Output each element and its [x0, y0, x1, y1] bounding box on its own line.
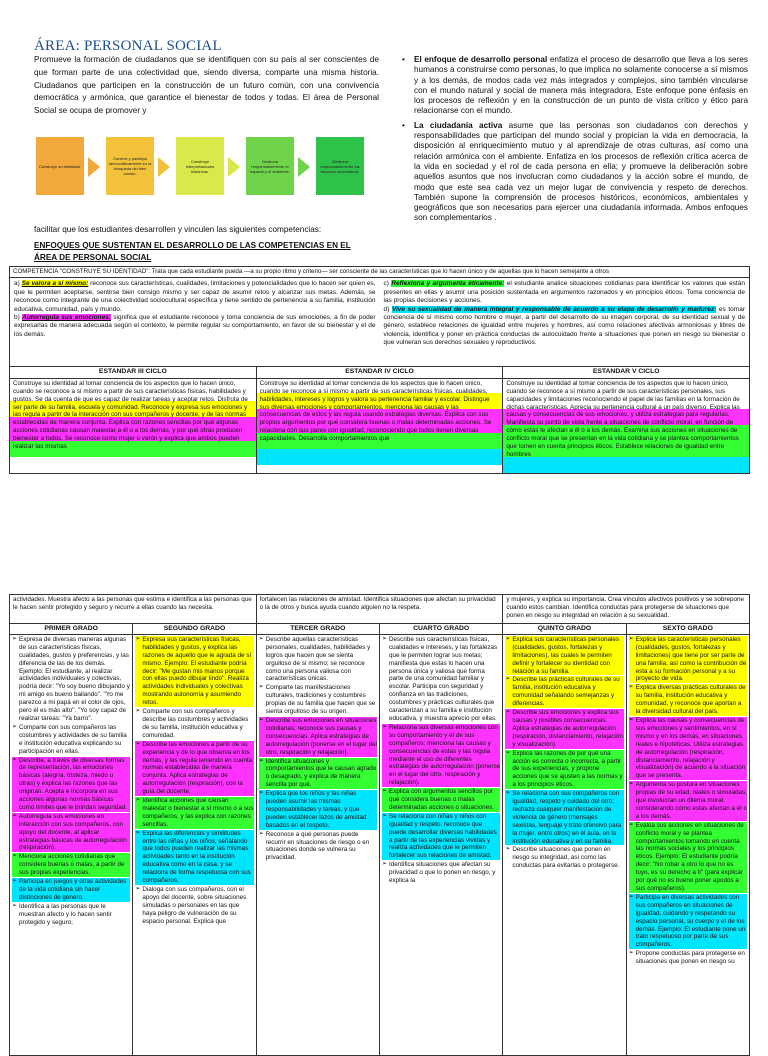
grade-item: ➢ Se relaciona con niñas y niños con igualdad y respeto, reconoce que puede desarrollar diversas habilidades a partir de las experiencias vividas y realiza actividades que le permiten fortalecer sus relaciones de amistad.: [382, 813, 500, 860]
capacities-row: [10, 278, 749, 367]
grade-header: QUINTO GRADO: [503, 624, 626, 634]
bullet-lead: La ciudadanía activa: [414, 120, 503, 130]
grade-column: [257, 635, 380, 1055]
capacity-d-label: Vive su sexualidad de manera integral y responsable de acuerdo a su etapa de desarrollo y madurez:: [391, 305, 717, 313]
capacity-b-label: Autorregula sus emociones:: [22, 314, 111, 322]
standard-v-continued: y mujeres, y explica su importancia. Crea vínculos afectivos positivos y se sobrepone cuando estos cambian. Identifica conductas para protegerse de situaciones que ponen en riesgo su integridad en relación a su sexualidad.: [506, 596, 744, 619]
grade-item: ➢ Identifica a las personas que le muestran afecto y lo hacen sentir protegido y seguro;: [12, 903, 130, 927]
grade-item: ➢ Autorregula sus emociones en interacción con sus compañeros, con apoyo del docente, al aplicar estrategias básicas de autorregulación (respiración).: [12, 813, 130, 853]
grade-item: ➢ Describe, a través de diversas formas de representación, las emociones básicas (alegría, tristeza, miedo u otras) y explica las razones que las originan. Acepta e incorpora en sus acciones algunas normas básicas como límites que le brindan seguridad.: [12, 757, 130, 812]
grade-item: ➢ Explica sus características personales (cualidades, gustos, fortalezas y limitaciones), las cuales le permiten definir y fortalecer su identidad con relación a su familia.: [505, 636, 623, 676]
flow-arrow-icon: [298, 157, 310, 177]
standards-row: [10, 379, 749, 473]
capacity-a-label: Se valora a sí mismo:: [21, 280, 89, 288]
grade-item: ➢ Describe aquellas características personales, cualidades, habilidades y logros que hacen que se sienta orgulloso de sí mismo; se reconoce como una persona valiosa con características únicas.: [259, 636, 377, 683]
grade-column: [627, 635, 749, 1055]
competency-table: [9, 266, 750, 474]
standard-header-iv: ESTANDAR IV CICLO: [257, 367, 504, 377]
grade-item: ➢ Describe sus características físicas, cualidades e intereses, y las fortalezas que le permiten lograr sus metas; manifiesta que estas lo hacen una persona única y valiosa que forma parte de una comunidad familiar y escolar. Participa con seguridad y confianza en las tradiciones, costumbres y prácticas culturales que caracterizan a su familia e institución educativa, y muestra aprecio por ellas.: [382, 636, 500, 723]
grade-item: ➢ Participa en diversas actividades con sus compañeros en situaciones de igualdad, cuidando y respetando su espacio personal, su cuerpo y el de los demás. Ejemplo: El estudiante pone un trato respetuoso por parte de sus compañeros.: [629, 894, 747, 949]
grade-item: ➢ Menciona acciones cotidianas que considera buenas o malas, a partir de sus propias experiencias.: [12, 853, 130, 877]
grade-header: CUARTO GRADO: [380, 624, 503, 634]
standards-header: [10, 367, 749, 378]
grade-header: SEGUNDO GRADO: [133, 624, 256, 634]
grade-column: [133, 635, 256, 1055]
grades-table: [9, 594, 750, 1056]
grade-item: ➢ Describe las emociones a partir de su experiencia y de lo que observa en los demás, y las regula teniendo en cuenta normas establecidas de manera conjunta. Aplica estrategias de autorregulación (respiración), con la guía del docente.: [135, 741, 253, 796]
grade-item: ➢ Dialoga con sus compañeros, con el apoyo del docente, sobre situaciones simuladas o personales en las que haya peligro de vulneración de su espacio personal. Explica que: [135, 886, 253, 926]
intro-paragraph: Promueve la formación de ciudadanos que se identifiquen con su país al ser conscientes de que forman parte de una colectividad que, siendo diversa, comparte una misma historia. Ciudadanos que participen en la construcción de un futuro común, con una convivencia democrática y armónica, que garantice el bienestar de todos y todas. El área de Personal Social se ocupa de promover y: [34, 55, 379, 116]
grade-item: ➢ Explica las características personales (cualidades, gustos, fortalezas y limitaciones) que tiene por ser parte de una familia, así como la contribución de esta a su formación personal y a su proyecto de vida.: [629, 636, 747, 683]
grade-column: [10, 635, 133, 1055]
competency-header: COMPETENCIA "CONSTRUYE SU IDENTIDAD": Trata que cada estudiante pueda —a su propio ritmo y criterio— ser consciente de las características que lo hacen único y de aquellas que lo hacen semejante a otros: [10, 267, 749, 278]
grade-item: ➢ Describe sus emociones y explica sus causas y posibles consecuencias. Aplica estrategias de autorregulación (respiración, distanciamiento, relajación y visualización).: [505, 709, 623, 749]
standard-header-iii: ESTANDAR III CICLO: [10, 367, 257, 377]
grade-item: ➢ Comparte con sus compañeros las costumbres y actividades de su familia e institución educativa explicando su participación en ellas.: [12, 724, 130, 756]
capacity-c-label: Reflexiona y argumenta éticamente:: [391, 280, 505, 288]
capacities-left: [10, 278, 380, 366]
standard-iv-continued: fortalecen las relaciones de amistad. Identifica situaciones que afectan su privacidad o la de otros y busca ayuda cuando alguien no la respeta.: [257, 595, 504, 623]
standard-iv-text: Construye su identidad al tomar conciencia de los aspectos que lo hacen único, cuando se reconoce a sí mismo a partir de sus características físicas, cualidades, habilidades, intereses y logros y valora su pertenencia familiar y escolar. Distingue sus diversas emociones y comportamientos, menciona las causas y las consecuencias de estos y las regula usando estrategias diversas. Explica con sus propios argumentos por qué considera buenas o malas determinadas acciones. Se relaciona con sus pares con igualdad, reconociendo que todos tienen diversas capacidades. Desarrolla comportamientos que: [257, 379, 504, 473]
grade-item: ➢ Identifica acciones que causan malestar o bienestar a sí mismo o a sus compañeros, y las explica con razones sencillas.: [135, 797, 253, 829]
grade-item: ➢ Evalúa sus acciones en situaciones de conflicto moral y se plantea comportamientos tomando en cuenta las normas sociales y los principios éticos. Ejemplo: El estudiante podría decir: "No robar a otro lo que no es tuyo, es su derecho a ti" (para explicar por qué no es bueno poner apodos a sus compañeros).: [629, 822, 747, 893]
grade-item: ➢ Comparte con sus compañeros y describe las costumbres y actividades de su familia, institución educativa y comunidad.: [135, 708, 253, 740]
bullet-text: asume que las personas son ciudadanos con derechos y responsabilidades que participan del mundo social y propician la vida en democracia, la disposición al enriquecimiento mutuo y al aprendizaje de otras culturas, así como una relación armónica con el ambiente. Enfatiza en los procesos de reflexión crítica acerca de la vida en sociedad y el rol de cada persona en ella; y promueve la deliberación sobre aquellos asuntos que nos involucran como ciudadanos y la acción sobre el mundo, de modo que este sea cada vez un mejor lugar de convivencia y respeto de derechos. También supone la comprensión de procesos históricos, económicos, ambientales y geográficos que son necesarios para ejercer una ciudadanía informada. Ambos enfoques son complementarios .: [414, 120, 748, 223]
grade-item: ➢ Describe las prácticas culturales de su familia, institución educativa y comunidad señalando semejanzas y diferencias.: [505, 676, 623, 708]
grade-item: ➢ Explica que los niños y las niñas pueden asumir las mismas responsabilidades y tareas, y que pueden establecer lazos de amistad basados en el respeto.: [259, 790, 377, 830]
capacities-right: [380, 278, 750, 366]
grade-item: ➢ Expresa de diversas maneras algunas de sus características físicas, cualidades, gustos y preferencias, y las diferencia de las de los demás. Ejemplo: El estudiante, al realizar actividades individuales y colectivas, podría decir: "Yo soy bueno dibujando y mi amigo es bueno bailando". "Yo me parezco a mi papá en el color de ojos, pero él es más alto". "Yo soy capaz de realizar tareas: "Ya barro".: [12, 636, 130, 723]
grades-row: [10, 635, 749, 1055]
grade-item: ➢ Propone conductas para protegerse en situaciones que ponen en riesgo su: [629, 950, 747, 966]
bullet-lead: El enfoque de desarrollo personal: [414, 55, 548, 64]
capacity-a: a) Se valora a sí mismo: reconoce sus características, cualidades, limitaciones y potencialidades que lo hacen ser quien es, que le permiten aceptarse, sentirse bien consigo mismo y ser capaz de asumir retos y alcanzar sus metas. Además, se reconoce como integrante de una colectividad sociocultural específica y tiene sentido de pertenencia a su familia, institución educativa, comunidad, país y mundo.: [14, 280, 376, 313]
grade-header: PRIMER GRADO: [10, 624, 133, 634]
flow-box: Construye su identidad.: [36, 137, 84, 195]
bullet-ciudadania-activa: [400, 121, 748, 224]
standard-iii-continued: actividades. Muestra afecto a las personas que estima e identifica a las personas que le hacen sentir protegido y seguro y recurre a ellas cuando las necesita.: [10, 595, 257, 623]
capacity-b-text: significa que el estudiante reconoce y toma conciencia de sus emociones, a fin de poder expresarlas de manera adecuada según el contexto, le permite regular su comportamiento, en favor de su bienestar y el de los demás.: [14, 314, 376, 338]
capacity-c: c) Reflexiona y argumenta éticamente: el estudiante analice situaciones cotidianas para identificar los valores que están presentes en ellas y asumir una posición sustentada en argumentos razonados y en principios éticos. Toma conciencia de las propias decisiones y acciones.: [383, 280, 745, 305]
grade-column: [503, 635, 626, 1055]
grade-item: ➢ Participa en juegos y otras actividades de la vida cotidiana sin hacer distinciones de género.: [12, 878, 130, 902]
grade-item: ➢ Reconoce a qué personas puede recurrir en situaciones de riesgo o en situaciones donde se vulnera su privacidad.: [259, 831, 377, 863]
flow-box: Gestiona responsablemente los recursos económicos.: [316, 137, 364, 195]
grade-item: ➢ Comparte las manifestaciones culturales, tradiciones y costumbres propias de su familia que hacen que se sienta orgulloso de su origen.: [259, 684, 377, 716]
grade-header: TERCER GRADO: [257, 624, 380, 634]
flow-box: Convive y participa democráticamente en la búsqueda del bien común.: [106, 137, 154, 195]
capacity-b: b) Autorregula sus emociones: significa que el estudiante reconoce y toma conciencia de sus emociones, a fin de poder expresarlas de manera adecuada según el contexto, le permite regular su comportamiento, en favor de su bienestar y el de los demás.: [14, 314, 376, 338]
flow-box: Construye interpretaciones históricas.: [176, 137, 224, 195]
grades-header: [10, 624, 749, 635]
enfoques-list: [400, 55, 748, 228]
grade-item: ➢ Se relaciona con sus compañeros con igualdad, respeto y cuidado del otro; rechaza cualquier manifestación de violencia de género (mensajes sexistas, lenguaje y trato ofensivo para la mujer, entre otros) en el aula, en la institución educativa y en su familia.: [505, 790, 623, 845]
page-title: ÁREA: PERSONAL SOCIAL: [34, 38, 222, 54]
grade-item: ➢ Expresa sus características físicas, habilidades y gustos, y explica las razones de aquello que le agrada de sí mismo. Ejemplo: El estudiante podría decir: "Me gustan mis manos porque con ellas puedo dibujar lindo". Realiza actividades individuales y colectivas mostrando autonomía y asumiendo retos.: [135, 636, 253, 707]
competency-flow-diagram: [36, 135, 378, 197]
grade-header: SEXTO GRADO: [662, 625, 713, 632]
grade-column: [380, 635, 503, 1055]
grade-item: ➢ Explica las razones de por qué una acción es correcta o incorrecta, a partir de sus experiencias, y propone acciones que se ajusten a las normas y a los principios éticos.: [505, 750, 623, 790]
grade-item: ➢ Explica las causas y consecuencias de sus emociones y sentimientos, en sí mismo y en los demás, en situaciones reales e hipotéticas. Utiliza estrategias de autorregulación (respiración, distanciamiento, relajación y visualización) de acuerdo a la situación que se presenta.: [629, 717, 747, 780]
bullet-desarrollo-personal: [400, 55, 748, 117]
standard-header-v: ESTANDAR V CICLO: [592, 368, 660, 376]
page-gap: [0, 565, 768, 595]
capacity-d: d) Vive su sexualidad de manera integral y responsable de acuerdo a su etapa de desarrollo y madurez: es tomar conciencia de sí mismo como hombre o mujer, a partir del desarrollo de su imagen corporal, de su identidad sexual y de género, establece relaciones de igualdad entre mujeres y hombres, así como relaciones afectivas armoniosas y libres de violencia, identifica y poner en práctica conductas de autocuidado frente a situaciones que ponen en riesgo su bienestar o que vulneran sus derechos sexuales y reproductivos.: [383, 305, 745, 347]
grade-item: ➢ Argumenta su postura en situaciones propias de su edad, reales o simuladas, que involucran un dilema moral, considerando cómo estas afectan a él o a los demás.: [629, 781, 747, 821]
grade-item: ➢ Explica con argumentos sencillos por qué considera buenas o malas determinadas acciones o situaciones.: [382, 788, 500, 812]
flow-arrow-icon: [88, 157, 100, 177]
grade-item: ➢ Describe situaciones que ponen en riesgo su integridad, así como las conductas para evitarlas o protegerse.: [505, 846, 623, 870]
capacity-a-text: reconoce sus características, cualidades, limitaciones y potencialidades que lo hacen ser quien es, que le permiten aceptarse, sentirse bien consigo mismo y ser capaz de asumir retos y alcanzar sus metas. Además, se reconoce como integrante de una colectividad sociocultural específica y tiene sentido de pertenencia a su familia, institución educativa, comunidad, país y mundo.: [14, 280, 376, 313]
grade-item: ➢ Identifica situaciones y comportamientos que le causan agrado o desagrado, y explica de manera sencilla por qué.: [259, 758, 377, 790]
grade-item: ➢ Identifica situaciones que afectan su privacidad o que lo ponen en riesgo, y explica la: [382, 861, 500, 885]
enfoques-heading: ENFOQUES QUE SUSTENTAN EL DESARROLLO DE LAS COMPETENCIAS EN EL ÁREA DE PERSONAL SOCIAL: [34, 241, 351, 262]
capacity-d-text: es tomar conciencia de sí mismo como hombre o mujer, a partir del desarrollo de su imagen corporal, de su identidad sexual y de género, establece relaciones de igualdad entre mujeres y hombres, así como relaciones afectivas armoniosas y libres de violencia, identifica y poner en práctica conductas de autocuidado frente a situaciones que ponen en riesgo su bienestar o que vulneran sus derechos sexuales y reproductivos.: [383, 305, 745, 347]
grade-item: ➢ Relaciona sus diversas emociones con su comportamiento y el de sus compañeros; menciona las causas y consecuencias de estas y las regula mediante el uso de diferentes estrategias de autorregulación (ponerse en el lugar del otro, respiración y relajación).: [382, 724, 500, 787]
standard-iii-text: Construye su identidad al tomar conciencia de los aspectos que lo hacen único, cuando se reconoce a sí mismo a partir de sus características físicas, habilidades y gustos. Se da cuenta de que es capaz de realizar tareas y aceptar retos. Disfruta de ser parte de su familia, escuela y comunidad. Reconoce y expresa sus emociones y las regula a partir de la interacción con sus compañeros y docente, y de las normas establecidas de manera conjunta. Explica con razones sencillas por qué algunas acciones cotidianas causan malestar a él o a los demás, y por qué otras producen bienestar a todos. Se reconoce como mujer o varón y explica que ambos pueden realizar las mismas: [10, 379, 257, 473]
facilitate-paragraph: facilitar que los estudiantes desarrollen y vinculen las siguientes competencias:: [34, 225, 322, 234]
flow-box: Gestiona responsablemente el espacio y el ambiente.: [246, 137, 294, 195]
grade-item: ➢ Describe sus emociones en situaciones cotidianas; reconoce sus causas y consecuencias. Aplica estrategias de autorregulación (ponerse en el lugar del otro, respiración y relajación).: [259, 717, 377, 757]
standards-continuation-row: [10, 595, 749, 624]
bullet-text: enfatiza el proceso de desarrollo que lleva a los seres humanos a construirse como personas, lo que implica no solamente conocerse a sí mismos y a los demás, de modos cada vez más integrados y complejos, sino también vincularse con el mundo natural y social de manera más integradora. Este enfoque pone énfasis en los procesos de reflexión y en la construcción de un punto de vista crítico y ético para relacionarse con el mundo.: [414, 55, 748, 116]
capacity-c-text: el estudiante analice situaciones cotidianas para identificar los valores que están presentes en ellas y asumir una posición sustentada en argumentos razonados y en principios éticos. Toma conciencia de las propias decisiones y acciones.: [383, 280, 745, 305]
grade-item: ➢ Explica las diferencias y similitudes entre las niñas y los niños, señalando que todos pueden realizar las mismas actividades tanto en la institución educativa como en la casa, y se relaciona de forma respetuosa con sus compañeros.: [135, 830, 253, 885]
grade-item: ➢ Explica diversas prácticas culturales de su familia, institución educativa y comunidad, y reconoce que aportan a la diversidad cultural del país.: [629, 684, 747, 716]
flow-arrow-icon: [158, 157, 170, 177]
flow-arrow-icon: [228, 157, 240, 177]
standard-v-text: Construye su identidad al tomar conciencia de los aspectos que lo hacen único, cuando se reconoce a sí mismo a partir de sus características personales, sus capacidades y limitaciones reconociendo el papel de las familias en la formación de dichas características. Aprecia su pertenencia cultural a un país diverso. Explica las causas y consecuencias de sus emociones, y utiliza estrategias para regularlas. Manifiesta su punto de vista frente a situaciones de conflicto moral, en función de cómo estas le afectan a él o a los demás. Examina sus acciones en situaciones de conflicto moral que se presentan en la vida cotidiana y se plantea comportamientos que tomen en cuenta principios éticos. Establece relaciones de igualdad entre hombres: [503, 379, 749, 473]
